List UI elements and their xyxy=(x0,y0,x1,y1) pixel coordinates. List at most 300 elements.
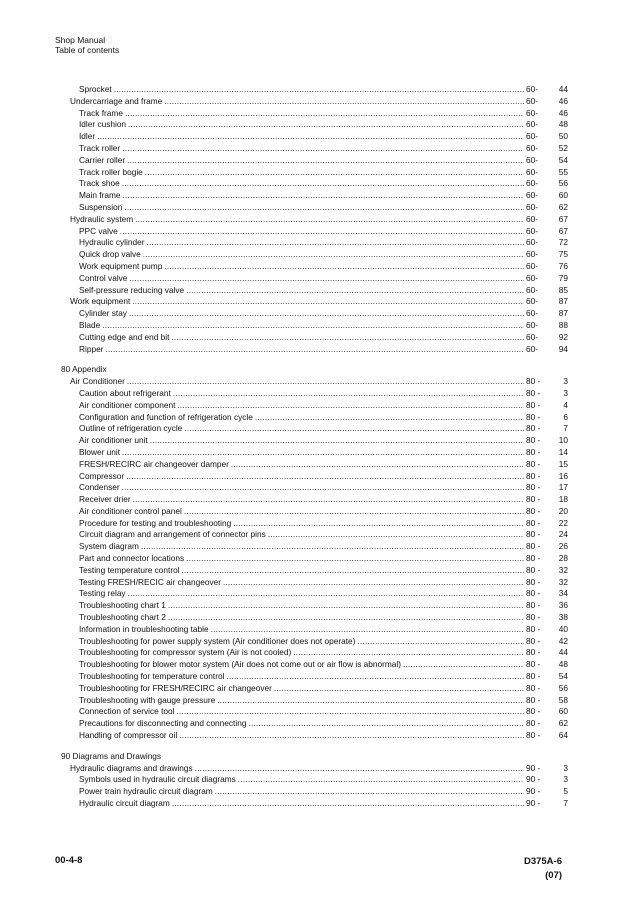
section-prefix: 60- xyxy=(526,142,538,153)
revision-code: (07) xyxy=(545,870,562,881)
toc-entry[interactable] xyxy=(60,226,568,238)
section-prefix: 80 - xyxy=(526,411,541,422)
toc-entry[interactable] xyxy=(60,400,568,412)
section-prefix: 80 - xyxy=(526,564,541,575)
section-prefix: 80 - xyxy=(526,718,541,729)
page-ref-number: 87 xyxy=(558,308,568,319)
toc-entry[interactable] xyxy=(60,178,568,190)
section-prefix: 80 - xyxy=(526,446,541,457)
page-ref-number: 7 xyxy=(563,423,568,434)
dot-leader xyxy=(128,588,524,600)
page-ref-number: 56 xyxy=(558,178,568,189)
toc-entry[interactable] xyxy=(60,285,568,297)
dot-leader xyxy=(226,671,524,683)
toc-entry[interactable] xyxy=(60,119,568,131)
page-ref-number: 18 xyxy=(558,494,568,505)
section-title: Table of contents xyxy=(55,45,120,55)
toc-entry[interactable] xyxy=(60,296,568,308)
toc-entry-page-ref xyxy=(526,774,568,786)
section-prefix: 80 - xyxy=(526,494,541,505)
dot-leader xyxy=(293,647,524,659)
dot-leader xyxy=(122,143,524,155)
toc-entry[interactable] xyxy=(60,636,568,648)
section-prefix: 80 - xyxy=(526,505,541,516)
section-prefix: 80 - xyxy=(526,671,541,682)
toc-entry[interactable] xyxy=(60,376,568,388)
toc-entry-title: Track frame xyxy=(79,107,123,118)
toc-entry-page-ref xyxy=(526,108,568,120)
section-prefix: 80 - xyxy=(526,517,541,528)
dot-leader xyxy=(164,96,524,108)
page-ref-number: 22 xyxy=(558,517,568,528)
toc-entry-page-ref xyxy=(526,636,568,648)
toc-entry-title: Troubleshooting chart 1 xyxy=(79,600,166,611)
section-prefix: 60- xyxy=(526,154,538,165)
toc-entry-title: Compressor xyxy=(79,470,125,481)
toc-entry-title: Hydraulic circuit diagram xyxy=(79,798,170,809)
toc-entry-title: Suspension xyxy=(79,201,123,212)
toc-entry[interactable] xyxy=(60,482,568,494)
page-ref-number: 64 xyxy=(558,730,568,741)
toc-entry-title: Cutting edge and end bit xyxy=(79,331,170,342)
page-ref-number: 76 xyxy=(558,260,568,271)
toc-entry-page-ref xyxy=(526,763,568,775)
toc-entry-title: Troubleshooting with gauge pressure xyxy=(79,694,216,705)
dot-leader xyxy=(176,706,524,718)
toc-entry[interactable] xyxy=(60,565,568,577)
toc-entry[interactable] xyxy=(60,494,568,506)
toc-entry-page-ref xyxy=(526,167,568,179)
page-number: 00-4-8 xyxy=(55,855,83,866)
toc-entry-title: Precautions for disconnecting and connecting xyxy=(79,718,247,729)
page-ref-number: 4 xyxy=(563,399,568,410)
dot-leader xyxy=(274,683,524,695)
toc-entry-page-ref xyxy=(526,506,568,518)
toc-entry-page-ref xyxy=(526,131,568,143)
toc-entry-title: FRESH/RECIRC air changeover damper xyxy=(79,458,229,469)
page-ref-number: 38 xyxy=(558,612,568,623)
page-ref-number: 60 xyxy=(558,706,568,717)
dot-leader xyxy=(223,577,524,589)
toc-entry[interactable] xyxy=(60,588,568,600)
toc-entry-page-ref xyxy=(526,786,568,798)
section-prefix: 80 - xyxy=(526,659,541,670)
dot-leader xyxy=(184,506,524,518)
page-ref-number: 44 xyxy=(558,647,568,658)
dot-leader xyxy=(179,730,524,742)
page-ref-number: 14 xyxy=(558,446,568,457)
toc-entry-page-ref xyxy=(526,798,568,810)
dot-leader xyxy=(233,518,524,530)
dot-leader xyxy=(268,529,524,541)
toc-entry-page-ref xyxy=(526,494,568,506)
toc-entry[interactable] xyxy=(60,214,568,226)
dot-leader xyxy=(211,624,524,636)
toc-entry[interactable] xyxy=(60,459,568,471)
dot-leader xyxy=(126,471,524,483)
toc-entry-title: Undercarriage and frame xyxy=(70,95,163,106)
page-ref-number: 79 xyxy=(558,272,568,283)
toc-entry[interactable] xyxy=(60,647,568,659)
dot-leader xyxy=(133,494,524,506)
page-ref-number: 6 xyxy=(563,411,568,422)
page-ref-number: 85 xyxy=(558,284,568,295)
section-prefix: 60- xyxy=(526,296,538,307)
section-prefix: 80 - xyxy=(526,730,541,741)
dot-leader xyxy=(171,332,524,344)
page-ref-number: 55 xyxy=(558,166,568,177)
toc-entry-title: Sprocket xyxy=(79,84,112,94)
page-ref-number: 88 xyxy=(558,319,568,330)
dot-leader xyxy=(122,447,524,459)
section-prefix: 90 - xyxy=(526,798,541,809)
section-prefix: 80 - xyxy=(526,706,541,717)
section-prefix: 80 - xyxy=(526,376,541,387)
dot-leader xyxy=(146,237,524,249)
section-prefix: 80 - xyxy=(526,600,541,611)
toc-entry-page-ref xyxy=(526,84,568,96)
toc-entry-title: Handling of compressor oil xyxy=(79,730,178,741)
dot-leader xyxy=(132,296,524,308)
toc-entry[interactable] xyxy=(60,786,568,798)
page-ref-number: 3 xyxy=(563,376,568,387)
page-ref-number: 42 xyxy=(558,635,568,646)
toc-entry[interactable] xyxy=(60,412,568,424)
page-ref-number: 36 xyxy=(558,600,568,611)
toc-entry[interactable] xyxy=(60,763,568,775)
toc-entry-title: Cylinder stay xyxy=(79,308,127,319)
section-prefix: 90 - xyxy=(526,786,541,797)
toc-entry-title: Outline of refrigeration cycle xyxy=(79,423,183,434)
page-ref-number: 17 xyxy=(558,482,568,493)
toc-entry-page-ref xyxy=(526,600,568,612)
page-ref-number: 44 xyxy=(558,84,568,94)
toc-entry-title: Connection of service tool xyxy=(79,706,175,717)
toc-entry-page-ref xyxy=(526,459,568,471)
section-prefix: 90 - xyxy=(526,774,541,785)
toc-entry[interactable] xyxy=(60,683,568,695)
toc-entry[interactable] xyxy=(60,600,568,612)
toc-entry-page-ref xyxy=(526,226,568,238)
toc-entry-page-ref xyxy=(526,400,568,412)
toc-entry-title: Air conditioner component xyxy=(79,399,176,410)
toc-entry-title: Self-pressure reducing valve xyxy=(79,284,185,295)
page-ref-number: 40 xyxy=(558,623,568,634)
page-ref-number: 46 xyxy=(558,95,568,106)
toc-entry[interactable] xyxy=(60,671,568,683)
page-ref-number: 52 xyxy=(558,142,568,153)
section-prefix: 80 - xyxy=(526,588,541,599)
toc-entry-title: Troubleshooting for power supply system (Air conditioner does not operate) xyxy=(79,635,356,646)
toc-entry-page-ref xyxy=(526,577,568,589)
page-ref-number: 92 xyxy=(558,331,568,342)
toc-entry[interactable] xyxy=(60,344,568,356)
section-prefix: 80 - xyxy=(526,387,541,398)
section-prefix: 80 - xyxy=(526,635,541,646)
toc-entry-title: Air conditioner control panel xyxy=(79,505,182,516)
page-ref-number: 32 xyxy=(558,564,568,575)
dot-leader xyxy=(128,119,524,131)
toc-entry-title: Part and connector locations xyxy=(79,553,185,564)
toc-entry-page-ref xyxy=(526,285,568,297)
page-ref-number: 50 xyxy=(558,131,568,142)
toc-entry-title: Troubleshooting for blower motor system (Air does not come out or air flow is abnormal) xyxy=(79,659,402,670)
toc-entry-title: Blower unit xyxy=(79,446,121,457)
toc-entry[interactable] xyxy=(60,249,568,261)
toc-entry[interactable] xyxy=(60,612,568,624)
page-ref-number: 3 xyxy=(563,762,568,773)
toc-entry-page-ref xyxy=(526,178,568,190)
toc-entry-page-ref xyxy=(526,553,568,565)
dot-leader xyxy=(124,202,524,214)
toc-entry-title: Air conditioner unit xyxy=(79,435,148,446)
section-prefix: 80 - xyxy=(526,541,541,552)
section-prefix: 60- xyxy=(526,308,538,319)
toc-entry-page-ref xyxy=(526,332,568,344)
section-prefix: 80 - xyxy=(526,682,541,693)
toc-entry[interactable] xyxy=(60,577,568,589)
toc-entry[interactable] xyxy=(60,447,568,459)
dot-leader xyxy=(122,178,524,190)
dot-leader xyxy=(120,226,524,238)
toc-entry-title: Procedure for testing and troubleshooting xyxy=(79,517,232,528)
toc-entry-title: Power train hydraulic circuit diagram xyxy=(79,786,213,797)
section-prefix: 60- xyxy=(526,284,538,295)
toc-entry[interactable] xyxy=(60,167,568,179)
toc-entry-title: Carrier roller xyxy=(79,154,126,165)
toc-entry-page-ref xyxy=(526,647,568,659)
toc-entry-title: Testing relay xyxy=(79,588,126,599)
section-prefix: 90 - xyxy=(526,762,541,773)
toc-entry[interactable] xyxy=(60,96,568,108)
dot-leader xyxy=(135,214,524,226)
section-prefix: 80 - xyxy=(526,576,541,587)
page-ref-number: 24 xyxy=(558,529,568,540)
page-ref-number: 3 xyxy=(563,387,568,398)
page-ref-number: 7 xyxy=(563,798,568,809)
section-prefix: 80 - xyxy=(526,458,541,469)
dot-leader xyxy=(97,131,524,143)
page-ref-number: 34 xyxy=(558,588,568,599)
page-ref-number: 15 xyxy=(558,458,568,469)
section-prefix: 60- xyxy=(526,272,538,283)
toc-entry[interactable] xyxy=(60,388,568,400)
page-ref-number: 54 xyxy=(558,154,568,165)
toc-entry[interactable] xyxy=(60,730,568,742)
toc-entry-page-ref xyxy=(526,296,568,308)
toc-entry[interactable] xyxy=(60,553,568,565)
section-prefix: 60- xyxy=(526,119,538,130)
toc-section-80 xyxy=(60,376,568,742)
toc-entry[interactable] xyxy=(60,273,568,285)
toc-entry-page-ref xyxy=(526,659,568,671)
toc-entry[interactable] xyxy=(60,143,568,155)
dot-leader xyxy=(238,774,524,786)
page-ref-number: 16 xyxy=(558,470,568,481)
section-prefix: 80 - xyxy=(526,647,541,658)
page-ref-number: 10 xyxy=(558,435,568,446)
section-prefix: 60- xyxy=(526,343,538,354)
toc-entry-title: Hydraulic diagrams and drawings xyxy=(70,762,193,773)
toc-entry[interactable] xyxy=(60,108,568,120)
toc-entry-title: Troubleshooting for FRESH/RECIRC air changeover xyxy=(79,682,272,693)
toc-entry[interactable] xyxy=(60,237,568,249)
toc-entry-title: Air Conditioner xyxy=(70,376,125,387)
page-header xyxy=(55,35,119,55)
toc-entry-page-ref xyxy=(526,249,568,261)
toc-entry[interactable] xyxy=(60,202,568,214)
toc-section-90 xyxy=(60,763,568,810)
toc-entry-page-ref xyxy=(526,261,568,273)
dot-leader xyxy=(168,612,524,624)
toc-entry-page-ref xyxy=(526,119,568,131)
toc-entry[interactable] xyxy=(60,506,568,518)
toc-entry-title: Control valve xyxy=(79,272,128,283)
page-ref-number: 87 xyxy=(558,296,568,307)
toc-entry[interactable] xyxy=(60,131,568,143)
toc-entry-page-ref xyxy=(526,565,568,577)
toc-entry[interactable] xyxy=(60,471,568,483)
toc-entry[interactable] xyxy=(60,261,568,273)
toc-entry-title: Track roller xyxy=(79,142,121,153)
dot-leader xyxy=(127,376,524,388)
section-prefix: 60- xyxy=(526,237,538,248)
page-ref-number: 5 xyxy=(563,786,568,797)
toc-entry-title: Testing temperature control xyxy=(79,564,180,575)
toc-entry-page-ref xyxy=(526,143,568,155)
dot-leader xyxy=(129,273,524,285)
dot-leader xyxy=(168,600,524,612)
toc-entry[interactable] xyxy=(60,706,568,718)
dot-leader xyxy=(143,249,524,261)
toc-entry[interactable] xyxy=(60,798,568,810)
toc-entry-title: Ripper xyxy=(79,343,104,354)
toc-entry-title: Blade xyxy=(79,319,101,330)
section-heading-90: 90 Diagrams and Drawings xyxy=(61,750,162,761)
toc-entry-page-ref xyxy=(526,730,568,742)
section-prefix: 60- xyxy=(526,84,538,94)
page-ref-number: 72 xyxy=(558,237,568,248)
section-prefix: 60- xyxy=(526,225,538,236)
toc-entry-page-ref xyxy=(526,518,568,530)
toc-entry[interactable] xyxy=(60,332,568,344)
section-prefix: 80 - xyxy=(526,612,541,623)
toc-entry-page-ref xyxy=(526,482,568,494)
toc-entry-title: Hydraulic cylinder xyxy=(79,237,145,248)
toc-entry[interactable] xyxy=(60,695,568,707)
page-ref-number: 56 xyxy=(558,682,568,693)
dot-leader xyxy=(186,285,524,297)
toc-entry-page-ref xyxy=(526,718,568,730)
toc-entry-page-ref xyxy=(526,96,568,108)
toc-entry-title: PPC valve xyxy=(79,225,118,236)
dot-leader xyxy=(102,320,524,332)
toc-entry-title: Work equipment xyxy=(70,296,131,307)
section-prefix: 80 - xyxy=(526,694,541,705)
toc-entry[interactable] xyxy=(60,308,568,320)
section-prefix: 60- xyxy=(526,260,538,271)
toc-entry[interactable] xyxy=(60,518,568,530)
section-prefix: 80 - xyxy=(526,435,541,446)
table-of-contents xyxy=(60,84,568,810)
toc-entry-title: Configuration and function of refrigeration cycle xyxy=(79,411,253,422)
toc-entry-title: Quick drop valve xyxy=(79,249,141,260)
dot-leader xyxy=(182,565,524,577)
toc-entry-page-ref xyxy=(526,237,568,249)
toc-entry[interactable] xyxy=(60,84,568,96)
toc-entry[interactable] xyxy=(60,155,568,167)
section-prefix: 80 - xyxy=(526,470,541,481)
toc-entry-page-ref xyxy=(526,706,568,718)
page-ref-number: 62 xyxy=(558,718,568,729)
toc-entry[interactable] xyxy=(60,423,568,435)
dot-leader xyxy=(172,798,524,810)
toc-entry-page-ref xyxy=(526,344,568,356)
section-prefix: 80 - xyxy=(526,399,541,410)
manual-title: Shop Manual xyxy=(55,35,106,45)
dot-leader xyxy=(125,108,524,120)
section-prefix: 60- xyxy=(526,319,538,330)
toc-entry[interactable] xyxy=(60,624,568,636)
toc-entry-title: Troubleshooting for temperature control xyxy=(79,671,225,682)
dot-leader xyxy=(145,167,524,179)
toc-entry[interactable] xyxy=(60,190,568,202)
dot-leader xyxy=(129,308,524,320)
toc-entry-title: Condenser xyxy=(79,482,120,493)
section-prefix: 80 - xyxy=(526,482,541,493)
page-ref-number: 46 xyxy=(558,107,568,118)
toc-entry-title: System diagram xyxy=(79,541,139,552)
toc-entry-page-ref xyxy=(526,588,568,600)
toc-entry-page-ref xyxy=(526,624,568,636)
toc-entry[interactable] xyxy=(60,774,568,786)
toc-entry[interactable] xyxy=(60,435,568,447)
toc-entry[interactable] xyxy=(60,541,568,553)
dot-leader xyxy=(177,400,524,412)
dot-leader xyxy=(255,412,524,424)
toc-entry[interactable] xyxy=(60,718,568,730)
dot-leader xyxy=(231,459,524,471)
section-prefix: 60- xyxy=(526,166,538,177)
toc-entry[interactable] xyxy=(60,320,568,332)
dot-leader xyxy=(184,423,524,435)
toc-entry-page-ref xyxy=(526,273,568,285)
page-ref-number: 54 xyxy=(558,671,568,682)
toc-entry-title: Symbols used in hydraulic circuit diagrams xyxy=(79,774,236,785)
toc-entry-page-ref xyxy=(526,671,568,683)
toc-entry[interactable] xyxy=(60,529,568,541)
toc-entry-title: Track shoe xyxy=(79,178,120,189)
toc-entry-title: Troubleshooting for compressor system (Air is not cooled) xyxy=(79,647,292,658)
page-ref-number: 26 xyxy=(558,541,568,552)
dot-leader xyxy=(403,659,524,671)
section-heading-80: 80 Appendix xyxy=(61,364,107,375)
dot-leader xyxy=(248,718,524,730)
toc-entry-title: Information in troubleshooting table xyxy=(79,623,209,634)
page-ref-number: 94 xyxy=(558,343,568,354)
toc-entry[interactable] xyxy=(60,659,568,671)
toc-entry-title: Testing FRESH/RECIC air changeover xyxy=(79,576,222,587)
model-name: D375A-6 xyxy=(523,856,562,867)
dot-leader xyxy=(215,786,524,798)
toc-entry-page-ref xyxy=(526,320,568,332)
toc-entry-title: Circuit diagram and arrangement of connector pins xyxy=(79,529,266,540)
section-prefix: 80 - xyxy=(526,423,541,434)
dot-leader xyxy=(357,636,524,648)
page-ref-number: 62 xyxy=(558,201,568,212)
page-ref-number: 3 xyxy=(563,774,568,785)
toc-entry-page-ref xyxy=(526,529,568,541)
